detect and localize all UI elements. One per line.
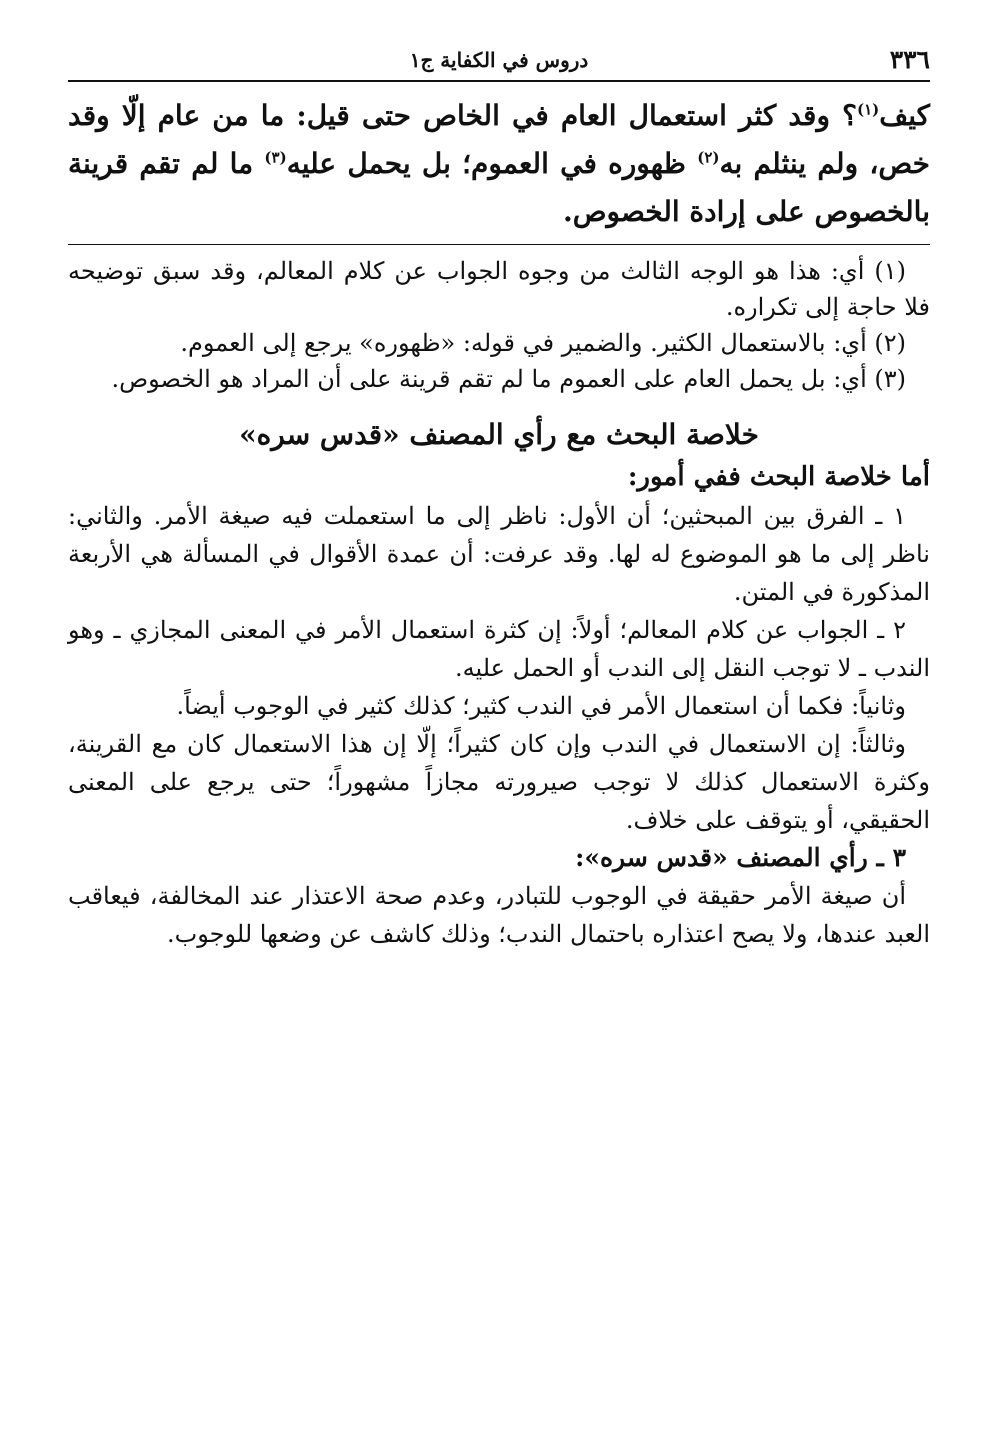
footnote-ref-1: (١): [856, 100, 880, 119]
footnote-ref-2: (٢): [697, 148, 720, 167]
main-text-paragraph: [68, 92, 930, 236]
main-text: [68, 92, 930, 236]
main-text-part: كيف: [879, 99, 930, 132]
point-1: ١ ـ الفرق بين المبحثين؛ أن الأول: ناظر إلى ما استعملت فيه صيغة الأمر. والثاني: ناظر إلى ما هو الموضوع له لها. وقد عرفت: أن عمدة الأقوال في المسألة هي الأربعة المذكورة في المتن.: [68, 502, 930, 606]
footnote-rule: [68, 244, 930, 245]
footnote-2: (٢) أي: بالاستعمال الكثير. والضمير في قوله: «ظهوره» يرجع إلى العموم.: [180, 329, 906, 357]
section-heading: خلاصة البحث مع رأي المصنف «قدس سره»: [239, 418, 759, 451]
footnotes: [68, 253, 930, 397]
page-number: ٣٣٦: [889, 45, 930, 74]
page-header: [68, 44, 930, 76]
point-2-third: وثالثاً: إن الاستعمال في الندب وإن كان كثيراً؛ إلّا إن هذا الاستعمال كان مع القرينة، وكثرة الاستعمال كذلك لا توجب صيرورته مجازاً مشهوراً؛ حتى يرجع على المعنى الحقيقي، أو يتوقف على خلاف.: [68, 730, 930, 834]
point-3-heading: ٣ ـ رأي المصنف «قدس سره»:: [575, 843, 906, 872]
book-page: [68, 44, 930, 953]
footnote-ref-3: (٣): [264, 148, 287, 167]
section-subheading: أما خلاصة البحث ففي أمور:: [627, 462, 930, 492]
header-rule: [68, 80, 930, 82]
main-text-part: ظهوره في العموم؛ بل يحمل عليه: [286, 147, 698, 180]
footnote-3: (٣) أي: بل يحمل العام على العموم ما لم تقم قرينة على أن المراد هو الخصوص.: [111, 365, 906, 393]
point-2-second: وثانياً: فكما أن استعمال الأمر في الندب كثير؛ كذلك كثير في الوجوب أيضاً.: [176, 692, 906, 720]
main-text-part: ؟ وقد كثر استعمال العام في الخاص حتى قيل: ما من عام إلّا وقد خص، ولم ينثلم به: [68, 99, 930, 180]
footnote-1: (١) أي: هذا هو الوجه الثالث من وجوه الجواب عن كلام المعالم، وقد سبق توضيحه فلا حاجة إلى تكراره.: [68, 257, 930, 321]
point-2: ٢ ـ الجواب عن كلام المعالم؛ أولاً: إن كثرة استعمال الأمر في المعنى المجازي ـ وهو الندب ـ لا توجب النقل إلى الندب أو الحمل عليه.: [68, 616, 930, 682]
running-title: دروس في الكفاية ج١: [409, 48, 589, 72]
section-body: [68, 497, 930, 953]
main-text-part: ما لم تقم قرينة بالخصوص على إرادة الخصوص.: [68, 147, 930, 228]
point-3-text: أن صيغة الأمر حقيقة في الوجوب للتبادر، وعدم صحة الاعتذار عند المخالفة، فيعاقب العبد عندها، ولا يصح اعتذاره باحتمال الندب؛ وذلك كاشف عن وضعها للوجوب.: [68, 882, 930, 948]
